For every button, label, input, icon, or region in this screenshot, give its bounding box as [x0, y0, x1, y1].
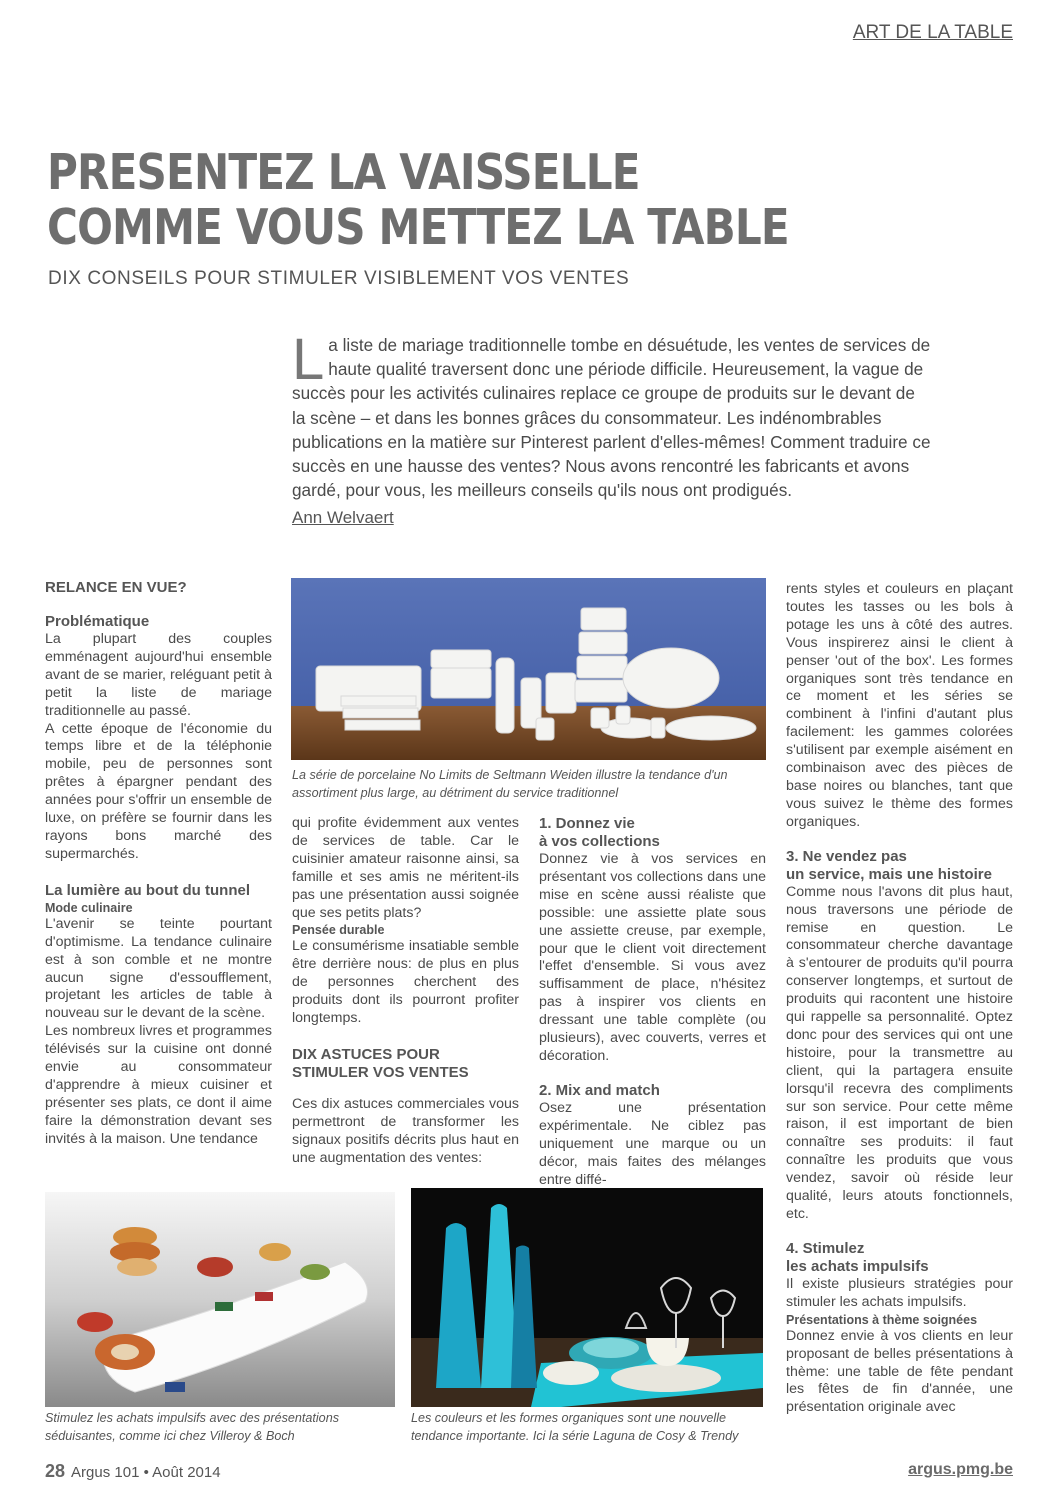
photo-caption: La série de porcelaine No Limits de Seltmann Weiden illustre la tendance d'un assortiment plus large, au détriment du service traditionnel: [292, 768, 728, 800]
section-heading: [292, 1046, 519, 1082]
turquoise-tableware-illustration: [411, 1188, 763, 1407]
website-link[interactable]: argus.pmg.be: [908, 1461, 1013, 1478]
heading-line: 4. Stimulez: [786, 1239, 865, 1257]
appetizer-photo: [45, 1192, 395, 1407]
section-label: ART DE LA TABLE: [852, 22, 1013, 43]
photo-caption: Stimulez les achats impulsifs avec des présentations séduisantes, comme ici chez Villeroy & Boch: [45, 1411, 339, 1443]
paragraph: Donnez envie à vos clients en leur proposant de belles présentations à thème: une table de fête pendant les fêtes de fin d'année, une présentation originale avec: [786, 1327, 1013, 1416]
heading-line: les achats impulsifs: [786, 1257, 929, 1275]
minor-heading: Pensée durable: [292, 923, 385, 938]
paragraph: Osez une présentation expérimentale. Ne ciblez pas uniquement une marque ou un décor, mais faites des mélanges entre diffé-: [539, 1099, 766, 1188]
paragraph: Donnez vie à vos services en présentant vos collections dans une mise en scène aussi réaliste que possible: une assiette plate sous une assiette creuse, par exemple, pour que le client voit directement l'effet d'ensemble. Si vous avez suffisamment de place, n'hésitez pas à inspirer vos clients en dressant une table complète (ou plusieurs), avec couverts, verres et décoration.: [539, 851, 766, 1064]
photo-caption: Les couleurs et les formes organiques sont une nouvelle tendance importante. Ici la série Laguna de Cosy & Trendy: [411, 1411, 739, 1443]
tip-heading: [786, 848, 1013, 884]
page-title: [47, 145, 873, 255]
heading-line: STIMULER VOS VENTES: [292, 1063, 469, 1081]
paragraph: Le consumérisme insatiable semble être derrière nous: de plus en plus de personnes cherchent des produits dont ils pourront profiter longtemps.: [292, 938, 519, 1027]
paragraph: La plupart des couples emménagent aujourd'hui ensemble avant de se marier, reléguant petit à petit la liste de mariage traditionnelle au passé.: [45, 631, 272, 719]
section-heading: RELANCE EN VUE?: [45, 579, 187, 596]
column-4: [786, 581, 1013, 1417]
heading-line: DIX ASTUCES POUR: [292, 1045, 440, 1063]
paragraph: Ces dix astuces commerciales vous permettront de transformer les signaux positifs décrits plus haut en une augmentation des ventes:: [292, 1095, 519, 1166]
drop-cap: L: [292, 327, 325, 392]
turquoise-tableware-photo: [411, 1188, 763, 1407]
subheading: Problématique: [45, 613, 150, 630]
column-1: [45, 579, 272, 1149]
heading-line: 3. Ne vendez pas: [786, 847, 907, 865]
tip-heading: 2. Mix and match: [539, 1081, 660, 1099]
lead-paragraph: [292, 327, 932, 502]
paragraph: rents styles et couleurs en plaçant toutes les tasses ou les bols à potage les uns à côté des autres. Vous inspirerez ainsi le client à penser 'out of the box'. Les formes organiques sont très tendance en ce moment et les séries se combinent à l'infini d'autant plus facilement: les gammes colorées s'utilisent par exemple aisément en combinaison avec des pièces de base noires ou blanches, tant que vous suivez le thème des formes organiques.: [786, 581, 1013, 830]
subheading: La lumière au bout du tunnel: [45, 881, 251, 899]
page-footer: [45, 1461, 221, 1482]
tip-heading: [539, 815, 766, 851]
heading-line: 1. Donnez vie: [539, 815, 635, 832]
tableware-illustration: [291, 578, 766, 760]
title-line-2: COMME VOUS METTEZ LA TABLE: [47, 199, 789, 256]
heading-line: un service, mais une histoire: [786, 865, 992, 883]
column-2: [292, 815, 519, 1168]
paragraph: A cette époque de l'économie du temps libre et de la téléphonie mobile, peu de personnes sont prêtes à épargner pendant des années pour s'offrir un ensemble de luxe, on préfère se fournir dans les rayons bons marché des supermarchés.: [45, 720, 272, 862]
paragraph: Il existe plusieurs stratégies pour stimuler les achats impulsifs.: [786, 1275, 1013, 1310]
issue-info: Argus 101 • Août 2014: [71, 1464, 221, 1481]
paragraph: Les nombreux livres et programmes télévisés sur la cuisine ont donné envie au consommateur d'apprendre à mieux cuisiner et présenter ses plats, ce dont il aime faire la démonstration devant ses invités à la maison. Une tendance: [45, 1023, 272, 1147]
column-3: [539, 815, 766, 1189]
tableware-photo: [291, 578, 766, 760]
tip-heading: [786, 1240, 1013, 1276]
subtitle: DIX CONSEILS POUR STIMULER VISIBLEMENT VOS VENTES: [48, 268, 630, 289]
appetizer-illustration: [45, 1192, 395, 1407]
minor-heading: Présentations à thème soignées: [786, 1312, 978, 1327]
author-byline[interactable]: Ann Welvaert: [292, 508, 394, 527]
page-number: 28: [45, 1461, 66, 1481]
heading-line: à vos collections: [539, 833, 660, 850]
title-line-1: PRESENTEZ LA VAISSELLE: [47, 144, 640, 201]
paragraph: Comme nous l'avons dit plus haut, nous traversons une période de remise en question. Le consommateur cherche davantage à s'entourer de produits qu'il pourra conserver longtemps, et surtout de produits qui racontent une histoire qui rappelle sa personnalité. Optez donc pour des services qui ont une histoire, pour la transmettre au client, qui la partagera ensuite lorsqu'il recevra des compliments sur son service. Pour cette même raison, il est important de bien connaître ses produits: il faut connaître les produits que vous vendez, savoir où réside leur qualité, leurs atouts fonctionnels, etc.: [786, 883, 1013, 1222]
lead-text: a liste de mariage traditionnelle tombe en désuétude, les ventes de services de haute qualité traversent donc une période difficile. Heureusement, la vague de succès pour les activités culinaires replace ce groupe de produits sur le devant de la scène – et dans les bonnes grâces du consommateur. Les indénombrables publications en la matière sur Pinterest parlent d'elles-mêmes! Comment traduire ce succès en une hausse des ventes? Nous avons rencontré les fabricants et avons gardé, pour vous, les meilleurs conseils qu'ils nous ont prodigués.: [292, 335, 931, 501]
paragraph: qui profite évidemment aux ventes de services de table. Car le cuisinier amateur raisonne ainsi, sa famille et ses amis ne méritent-ils pas une présentation aussi soignée que ses petits plats?: [292, 815, 519, 921]
paragraph: L'avenir se teinte pourtant d'optimisme. La tendance culinaire est à son comble et ne montre aucun signe d'essoufflement, projetant les articles de table à nouveau sur le devant de la scène.: [45, 915, 272, 1022]
minor-heading: Mode culinaire: [45, 900, 133, 915]
